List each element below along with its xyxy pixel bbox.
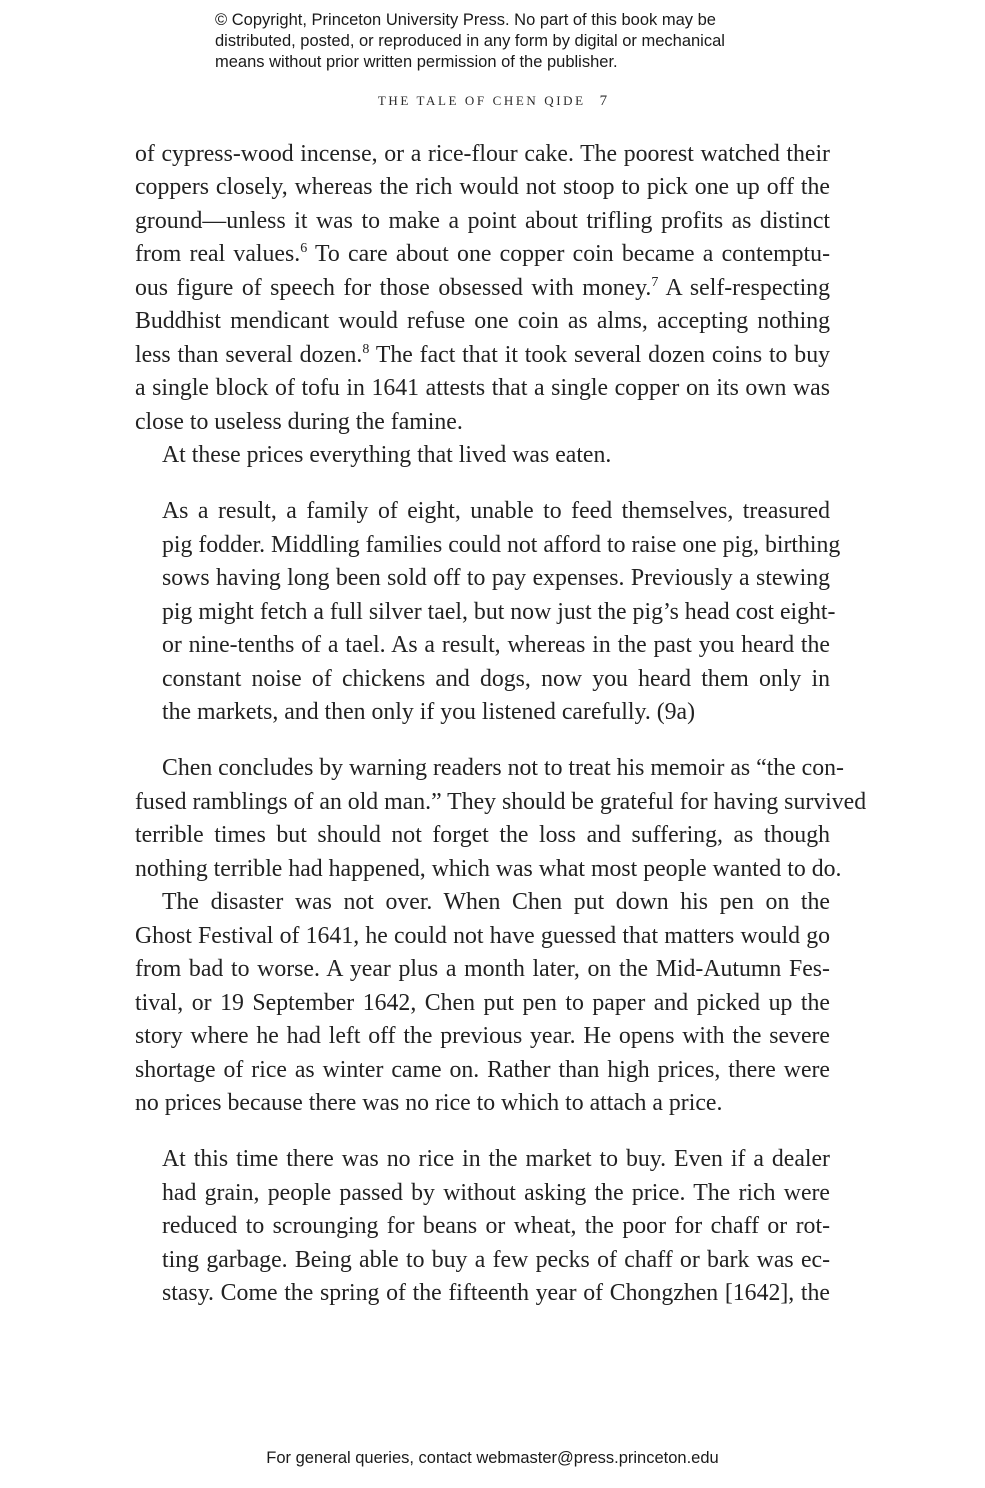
text-line: ground—unless it was to make a point about trifling profits as distinct	[135, 208, 830, 234]
text-line: tival, or 19 September 1642, Chen put pen to paper and picked up the	[135, 990, 830, 1016]
quote-line: As a result, a family of eight, unable to feed themselves, treasured	[162, 498, 830, 524]
quote-line: pig might fetch a full silver tael, but now just the pig’s head cost eight-	[162, 599, 836, 625]
text-line: nothing terrible had happened, which was what most people wanted to do.	[135, 856, 842, 882]
copyright-line: distributed, posted, or reproduced in any form by digital or mechanical	[215, 32, 725, 50]
copyright-notice	[215, 10, 815, 73]
copyright-line: © Copyright, Princeton University Press. No part of this book may be	[215, 11, 716, 29]
text-line: no prices because there was no rice to which to attach a price.	[135, 1090, 723, 1116]
page-number: 7	[599, 93, 608, 109]
text-line: story where he had left off the previous year. He opens with the severe	[135, 1023, 830, 1049]
text-fragment: ous figure of speech for those obsessed with money.	[135, 275, 652, 301]
footer-contact: For general queries, contact webmaster@press.princeton.edu	[266, 1449, 719, 1467]
text-line: At these prices everything that lived was eaten.	[162, 442, 612, 468]
text-line: Chen concludes by warning readers not to treat his memoir as “the con-	[162, 755, 844, 781]
quote-line: At this time there was no rice in the market to buy. Even if a dealer	[162, 1146, 830, 1172]
quote-line: had grain, people passed by without asking the price. The rich were	[162, 1180, 830, 1206]
footnote-ref[interactable]: 6	[300, 241, 308, 256]
text-line: Buddhist mendicant would refuse one coin as alms, accepting nothing	[135, 308, 830, 334]
quote-line: constant noise of chickens and dogs, now you heard them only in	[162, 666, 830, 692]
footnote-ref[interactable]: 8	[362, 342, 370, 357]
text-line: shortage of rice as winter came on. Rather than high prices, there were	[135, 1057, 830, 1083]
text-fragment: To care about one copper coin became a contemptu-	[307, 241, 830, 267]
text-line: a single block of tofu in 1641 attests that a single copper on its own was	[135, 375, 830, 401]
quote-line: the markets, and then only if you listened carefully. (9a)	[162, 699, 696, 725]
text-fragment: from real values.	[135, 241, 301, 267]
running-head	[0, 93, 985, 110]
quote-line: or nine-tenths of a tael. As a result, whereas in the past you heard the	[162, 632, 830, 658]
text-line: terrible times but should not forget the loss and suffering, as though	[135, 822, 830, 848]
text-line	[135, 338, 830, 372]
text-line: Ghost Festival of 1641, he could not have guessed that matters would go	[135, 923, 830, 949]
copyright-line: means without prior written permission of the publisher.	[215, 53, 618, 71]
text-fragment: less than several dozen.	[135, 342, 363, 368]
footnote-ref[interactable]: 7	[651, 275, 659, 290]
text-fragment: A self-respecting	[658, 275, 830, 301]
text-line: close to useless during the famine.	[135, 409, 463, 435]
text-line: of cypress-wood incense, or a rice-flour cake. The poorest watched their	[135, 141, 830, 167]
quote-line: sows having long been sold off to pay expenses. Previously a stewing	[162, 565, 830, 591]
text-fragment: The fact that it took several dozen coins to buy	[369, 342, 831, 368]
text-line: from bad to worse. A year plus a month later, on the Mid-Autumn Fes-	[135, 956, 830, 982]
running-head-title: THE TALE OF CHEN QIDE	[377, 93, 586, 108]
quote-line: ting garbage. Being able to buy a few pecks of chaff or bark was ec-	[162, 1247, 830, 1273]
text-line: The disaster was not over. When Chen put down his pen on the	[162, 889, 830, 915]
quote-line: pig fodder. Middling families could not afford to raise one pig, birthing	[162, 532, 841, 558]
text-line	[135, 271, 830, 305]
text-line: coppers closely, whereas the rich would not stoop to pick one up off the	[135, 174, 830, 200]
quote-line: reduced to scrounging for beans or wheat, the poor for chaff or rot-	[162, 1213, 830, 1239]
text-line	[135, 237, 830, 271]
quote-line: stasy. Come the spring of the fifteenth year of Chongzhen [1642], the	[162, 1280, 830, 1306]
text-line: fused ramblings of an old man.” They should be grateful for having survived	[135, 789, 867, 815]
